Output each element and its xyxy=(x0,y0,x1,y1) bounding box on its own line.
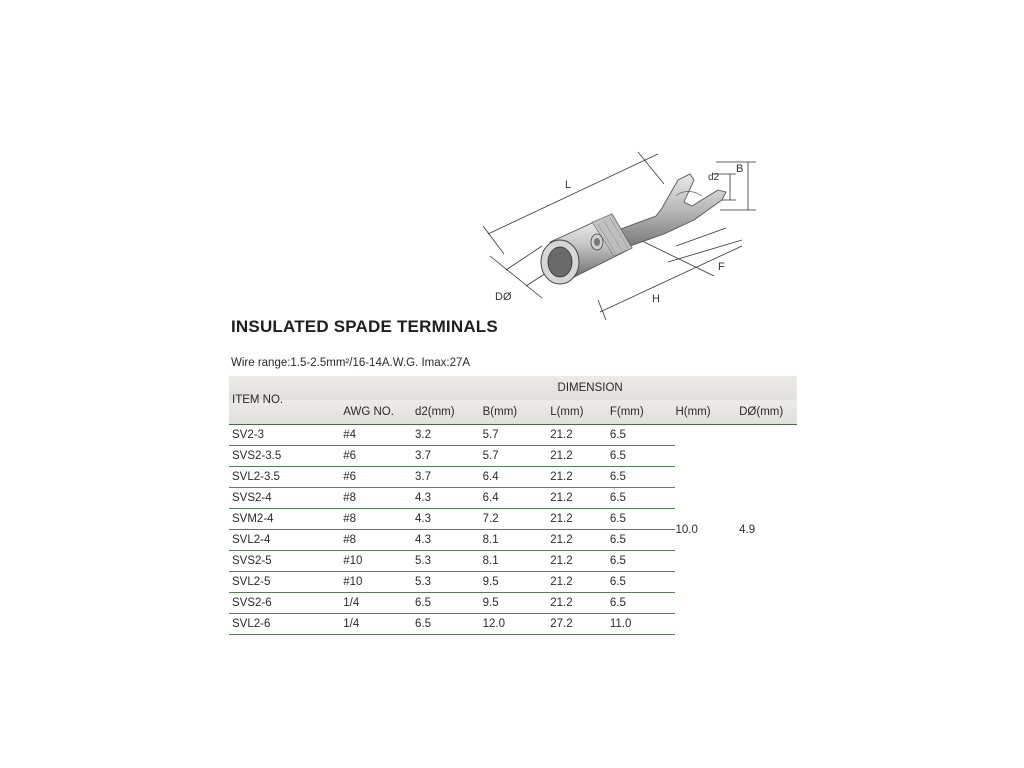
cell-b: 9.5 xyxy=(483,572,551,593)
cell-item: SVS2-6 xyxy=(229,593,343,614)
col-header-awg: AWG NO. xyxy=(343,400,415,425)
cell-d2: 3.2 xyxy=(415,425,483,446)
cell-l: 21.2 xyxy=(550,509,610,530)
cell-l: 21.2 xyxy=(550,530,610,551)
cell-f: 11.0 xyxy=(610,614,676,635)
cell-b: 5.7 xyxy=(483,446,551,467)
cell-d2: 5.3 xyxy=(415,572,483,593)
cell-b: 6.4 xyxy=(483,467,551,488)
cell-awg: #4 xyxy=(343,425,415,446)
cell-l: 21.2 xyxy=(550,551,610,572)
cell-b: 12.0 xyxy=(483,614,551,635)
dimension-line-h xyxy=(598,246,742,320)
cell-awg: #10 xyxy=(343,551,415,572)
cell-d-shared: 4.9 xyxy=(739,523,756,536)
cell-awg: #6 xyxy=(343,446,415,467)
spade-terminal-diagram xyxy=(480,150,780,320)
label-f: F xyxy=(718,261,725,273)
cell-d2: 3.7 xyxy=(415,446,483,467)
cell-f: 6.5 xyxy=(610,509,676,530)
cell-f: 6.5 xyxy=(610,446,676,467)
cell-f: 6.5 xyxy=(610,593,676,614)
col-header-l: L(mm) xyxy=(550,400,610,425)
cell-b: 5.7 xyxy=(483,425,551,446)
label-d2: d2 xyxy=(708,172,720,183)
cell-item: SVL2-5 xyxy=(229,572,343,593)
cell-l: 21.2 xyxy=(550,488,610,509)
cell-f: 6.5 xyxy=(610,425,676,446)
dimension-header: DIMENSION xyxy=(557,382,623,394)
cell-item: SVS2-4 xyxy=(229,488,343,509)
cell-l: 21.2 xyxy=(550,425,610,446)
cell-b: 8.1 xyxy=(483,530,551,551)
cell-d2: 3.7 xyxy=(415,467,483,488)
table-header-row-1 xyxy=(229,376,797,400)
cell-item: SVM2-4 xyxy=(229,509,343,530)
cell-d2: 6.5 xyxy=(415,614,483,635)
cell-f: 6.5 xyxy=(610,572,676,593)
label-b: B xyxy=(736,163,744,175)
col-header-h: H(mm) xyxy=(675,400,739,425)
cell-b: 9.5 xyxy=(483,593,551,614)
cell-l: 27.2 xyxy=(550,614,610,635)
col-header-b: B(mm) xyxy=(483,400,551,425)
cell-item: SVL2-3.5 xyxy=(229,467,343,488)
cell-awg: #10 xyxy=(343,572,415,593)
cell-l: 21.2 xyxy=(550,572,610,593)
spade-fork xyxy=(618,174,726,246)
cell-d2: 4.3 xyxy=(415,509,483,530)
cell-item: SVS2-3.5 xyxy=(229,446,343,467)
cell-item: SVL2-4 xyxy=(229,530,343,551)
cell-awg: #6 xyxy=(343,467,415,488)
item-no-header: ITEM NO. xyxy=(229,376,343,425)
cell-d2: 4.3 xyxy=(415,488,483,509)
col-header-f: F(mm) xyxy=(610,400,676,425)
cell-awg: 1/4 xyxy=(343,614,415,635)
cell-d2: 4.3 xyxy=(415,530,483,551)
cell-b: 7.2 xyxy=(483,509,551,530)
cell-l: 21.2 xyxy=(550,593,610,614)
cell-awg: #8 xyxy=(343,530,415,551)
cell-f: 6.5 xyxy=(610,530,676,551)
cell-awg: #8 xyxy=(343,488,415,509)
wire-range-text: Wire range:1.5-2.5mm²/16-14A.W.G. Imax:27A xyxy=(231,357,471,369)
cell-f: 6.5 xyxy=(610,551,676,572)
cell-h-shared: 10.0 xyxy=(675,523,698,536)
cell-item: SV2-3 xyxy=(229,425,343,446)
label-l: L xyxy=(565,179,572,191)
label-h: H xyxy=(652,293,660,305)
cell-item: SVL2-6 xyxy=(229,614,343,635)
cell-l: 21.2 xyxy=(550,467,610,488)
cell-d2: 6.5 xyxy=(415,593,483,614)
cell-l: 21.2 xyxy=(550,446,610,467)
insulated-barrel xyxy=(541,214,632,284)
cell-f: 6.5 xyxy=(610,488,676,509)
page-title: INSULATED SPADE TERMINALS xyxy=(231,317,498,336)
cell-d2: 5.3 xyxy=(415,551,483,572)
cell-b: 6.4 xyxy=(483,488,551,509)
cell-b: 8.1 xyxy=(483,551,551,572)
cell-f: 6.5 xyxy=(610,467,676,488)
cell-item: SVS2-5 xyxy=(229,551,343,572)
col-header-d2: d2(mm) xyxy=(415,400,483,425)
cell-awg: 1/4 xyxy=(343,593,415,614)
label-d: DØ xyxy=(495,291,512,303)
col-header-d: DØ(mm) xyxy=(739,400,797,425)
cell-awg: #8 xyxy=(343,509,415,530)
spec-table xyxy=(229,376,797,635)
table-row xyxy=(229,425,797,446)
